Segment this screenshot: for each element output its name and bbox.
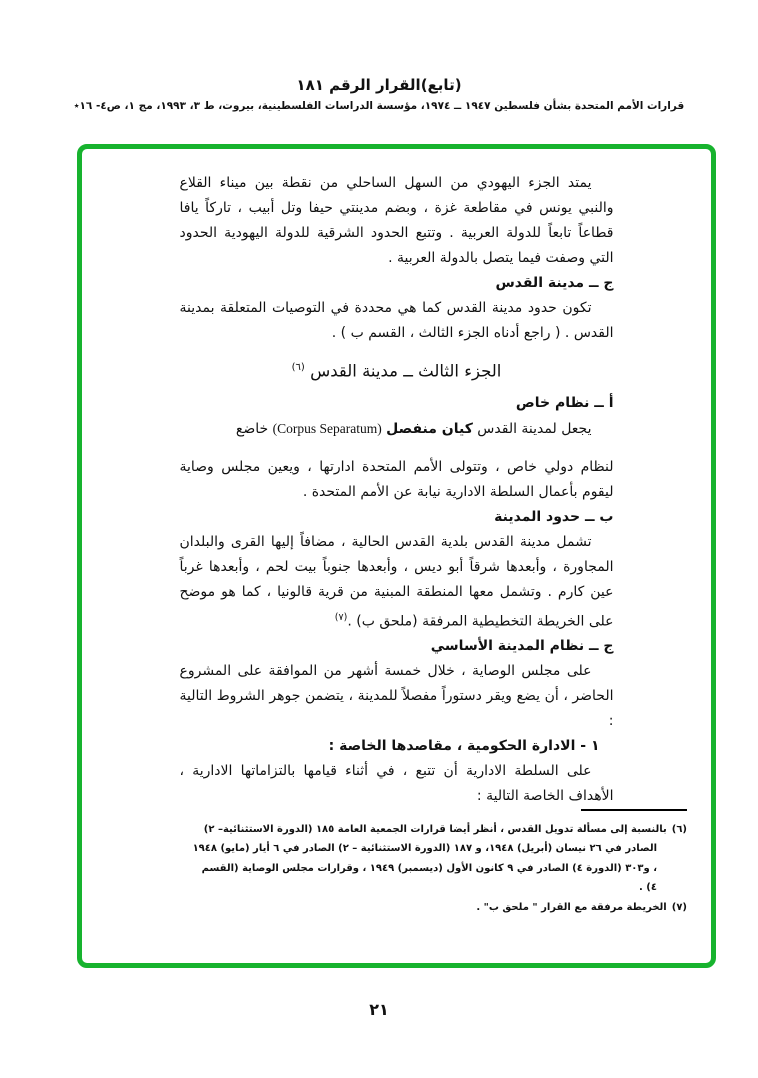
section-heading-c-jerusalem: ج ــ مدينة القدس — [495, 275, 614, 291]
opening-paragraph: يمتد الجزء اليهودي من السهل الساحلي من نقطة بين ميناء القلاع والنبي يونس في مقاطعة غزة ، وبضم مدينتي حيفا وتل أبيب ، تاركاً يافا قطاعاً تابعاً للدولة العربية . وتتبع الحدود الشرقية للدولة اليهودية الحدود التي وصفت فيما يتصل بالدولة العربية . — [179, 175, 614, 266]
document-body — [180, 171, 614, 809]
footnote-6 — [189, 820, 687, 898]
page-header — [0, 76, 758, 112]
jerusalem-boundaries-paragraph: تكون حدود مدينة القدس كما هي محددة في التوصيات المتعلقة بمدينة القدس . ( راجع أدناه الجزء الثالث ، القسم ب ) . — [179, 300, 614, 341]
footnote-ref-6: (٦) — [291, 362, 305, 373]
special-regime-paragraph: لنظام دولي خاص ، وتتولى الأمم المتحدة ادارتها ، ويعين مجلس وصاية ليقوم بأعمال السلطة الادارية نيابة عن الأمم المتحدة . — [179, 458, 614, 500]
corpus-seg2: خاضع — [235, 420, 273, 437]
statute-paragraph: على مجلس الوصاية ، خلال خمسة أشهر من الموافقة على المشروع الحاضر ، أن يضع ويقر دستوراً مفصلاً للمدينة ، يتضمن جوهر الشروط التالية : — [179, 663, 614, 730]
footnote-7-text: الخريطة مرفقة مع القرار " ملحق ب" . — [476, 901, 667, 913]
corpus-separatum-latin: (Corpus Separatum) — [272, 420, 382, 436]
footnote-6-text: بالنسبة إلى مسألة تدويل القدس ، أنظر أيضا قرارات الجمعية العامة ١٨٥ (الدورة الاستثنائية– ٢) الصادر في ٢٦ نيسان (أبريل) ١٩٤٨، و ١٨٧ (الدورة الاستثنائية – ٢) الصادر في ٦ أيار (مايو) ١٩٤٨ ، و٣٠٣ (الدورة ٤) الصادر في ٩ كانون الأول (ديسمبر) ١٩٤٩ ، وقرارات مجلس الوصاية (القسم ٤) . — [192, 823, 667, 893]
part-three-title-text: الجزء الثالث ــ مدينة القدس — [310, 361, 502, 381]
section-heading-c-statute: ج ــ نظام المدينة الأساسي — [430, 638, 614, 655]
footnotes-block — [189, 809, 687, 918]
footnote-7-number: (٧) — [671, 901, 687, 913]
source-citation: قرارات الأمم المتحدة بشأن فلسطين ١٩٤٧ ــ ١٩٧٤، مؤسسة الدراسات الفلسطينية، بيروت، ط ٣، ١٩٩٣، مج ١، ص٤- ١٦٭ — [73, 100, 685, 112]
footnote-ref-7: (٧) — [334, 611, 348, 623]
corpus-separatum-term: كيان منفصل — [386, 420, 473, 437]
corpus-seg1: يجعل لمدينة القدس — [472, 420, 592, 437]
content-frame — [77, 144, 716, 968]
footnote-7 — [189, 898, 687, 918]
footnote-separator — [581, 809, 687, 811]
corpus-separatum-line — [180, 416, 614, 442]
page-title: (تابع)القرار الرقم ١٨١ — [296, 76, 462, 94]
numbered-item-1-government-administration: ١ - الادارة الحكومية ، مقاصدها الخاصة : — [328, 738, 600, 755]
city-boundaries-text: تشمل مدينة القدس بلدية القدس الحالية ، مضافاً إليها القرى والبلدان المجاورة ، وأبعدها شرقاً أبو ديس ، وأبعدها جنوباً بيت لحم ، وأبعدها غرباً عين كارم . وتشمل معها المنطقة المبنية من قرية قالونيا ، كما هو موضح على الخريطة التخطيطية المرفقة (ملحق ب) . — [179, 533, 614, 630]
page-number: ٢١ — [369, 1000, 389, 1019]
section-heading-b-city-boundaries: ب ــ حدود المدينة — [494, 508, 614, 525]
section-heading-a-special-regime: أ ــ نظام خاص — [515, 394, 614, 411]
footnote-6-number: (٦) — [671, 823, 687, 835]
part-three-title — [180, 355, 614, 384]
administration-objectives-paragraph: على السلطة الادارية أن تتبع ، في أثناء قيامها بالتزاماتها الادارية ، الأهداف الخاصة التالية : — [179, 763, 614, 805]
city-boundaries-paragraph — [180, 530, 614, 635]
